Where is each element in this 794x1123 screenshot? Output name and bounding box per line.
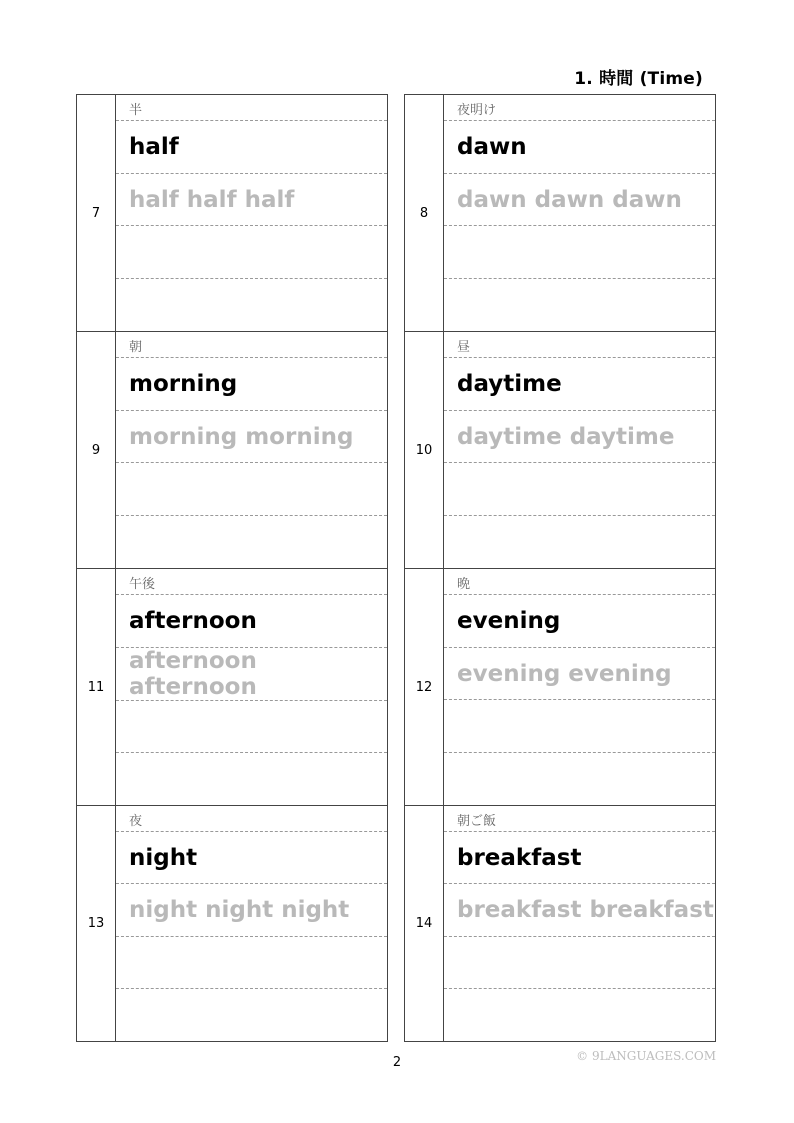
japanese-hint: 晩 [444,569,715,595]
practice-line[interactable] [444,753,715,805]
practice-line[interactable] [444,279,715,331]
entry-number: 13 [77,806,116,1041]
bottom-rule [76,1041,388,1042]
english-word: afternoon [116,595,387,648]
tracing-text: breakfast breakfast [444,884,715,937]
japanese-hint: 朝ご飯 [444,806,715,832]
english-word: morning [116,358,387,411]
practice-line[interactable] [444,937,715,990]
entry-number: 10 [405,332,444,568]
entry-number: 14 [405,806,444,1041]
vocab-entry [77,332,387,569]
vocab-entry [77,806,387,1042]
copyright-notice: © 9LANGUAGES.COM [576,1049,716,1063]
practice-line[interactable] [116,463,387,516]
vocab-entry [77,95,387,332]
practice-line[interactable] [444,226,715,279]
vocab-entry [405,569,715,806]
bottom-rule [404,1041,716,1042]
english-word: daytime [444,358,715,411]
entry-number: 7 [77,95,116,331]
entry-number: 12 [405,569,444,805]
tracing-text: dawn dawn dawn [444,174,715,227]
practice-line[interactable] [116,701,387,754]
english-word: evening [444,595,715,648]
page-title: 1. 時間 (Time) [574,69,703,89]
english-word: night [116,832,387,885]
english-word: half [116,121,387,174]
tracing-text: daytime daytime [444,411,715,464]
english-word: breakfast [444,832,715,885]
japanese-hint: 昼 [444,332,715,358]
left-worksheet-column [76,94,388,1041]
japanese-hint: 半 [116,95,387,121]
page-number: 2 [392,1055,402,1070]
tracing-text: night night night [116,884,387,937]
entry-number: 9 [77,332,116,568]
japanese-hint: 午後 [116,569,387,595]
practice-line[interactable] [116,753,387,805]
vocab-entry [405,332,715,569]
japanese-hint: 夜 [116,806,387,832]
practice-line[interactable] [116,516,387,568]
tracing-text: morning morning [116,411,387,464]
practice-line[interactable] [116,989,387,1041]
practice-line[interactable] [116,937,387,990]
tracing-text: afternoon afternoon [116,648,387,701]
entry-number: 11 [77,569,116,805]
right-worksheet-column [404,94,716,1041]
vocab-entry [405,806,715,1042]
practice-line[interactable] [444,516,715,568]
japanese-hint: 朝 [116,332,387,358]
entry-number: 8 [405,95,444,331]
vocab-entry [77,569,387,806]
practice-line[interactable] [116,279,387,331]
practice-line[interactable] [444,463,715,516]
tracing-text: evening evening [444,648,715,701]
tracing-text: half half half [116,174,387,227]
practice-line[interactable] [444,989,715,1041]
vocab-entry [405,95,715,332]
practice-line[interactable] [116,226,387,279]
practice-line[interactable] [444,700,715,753]
english-word: dawn [444,121,715,174]
japanese-hint: 夜明け [444,95,715,121]
